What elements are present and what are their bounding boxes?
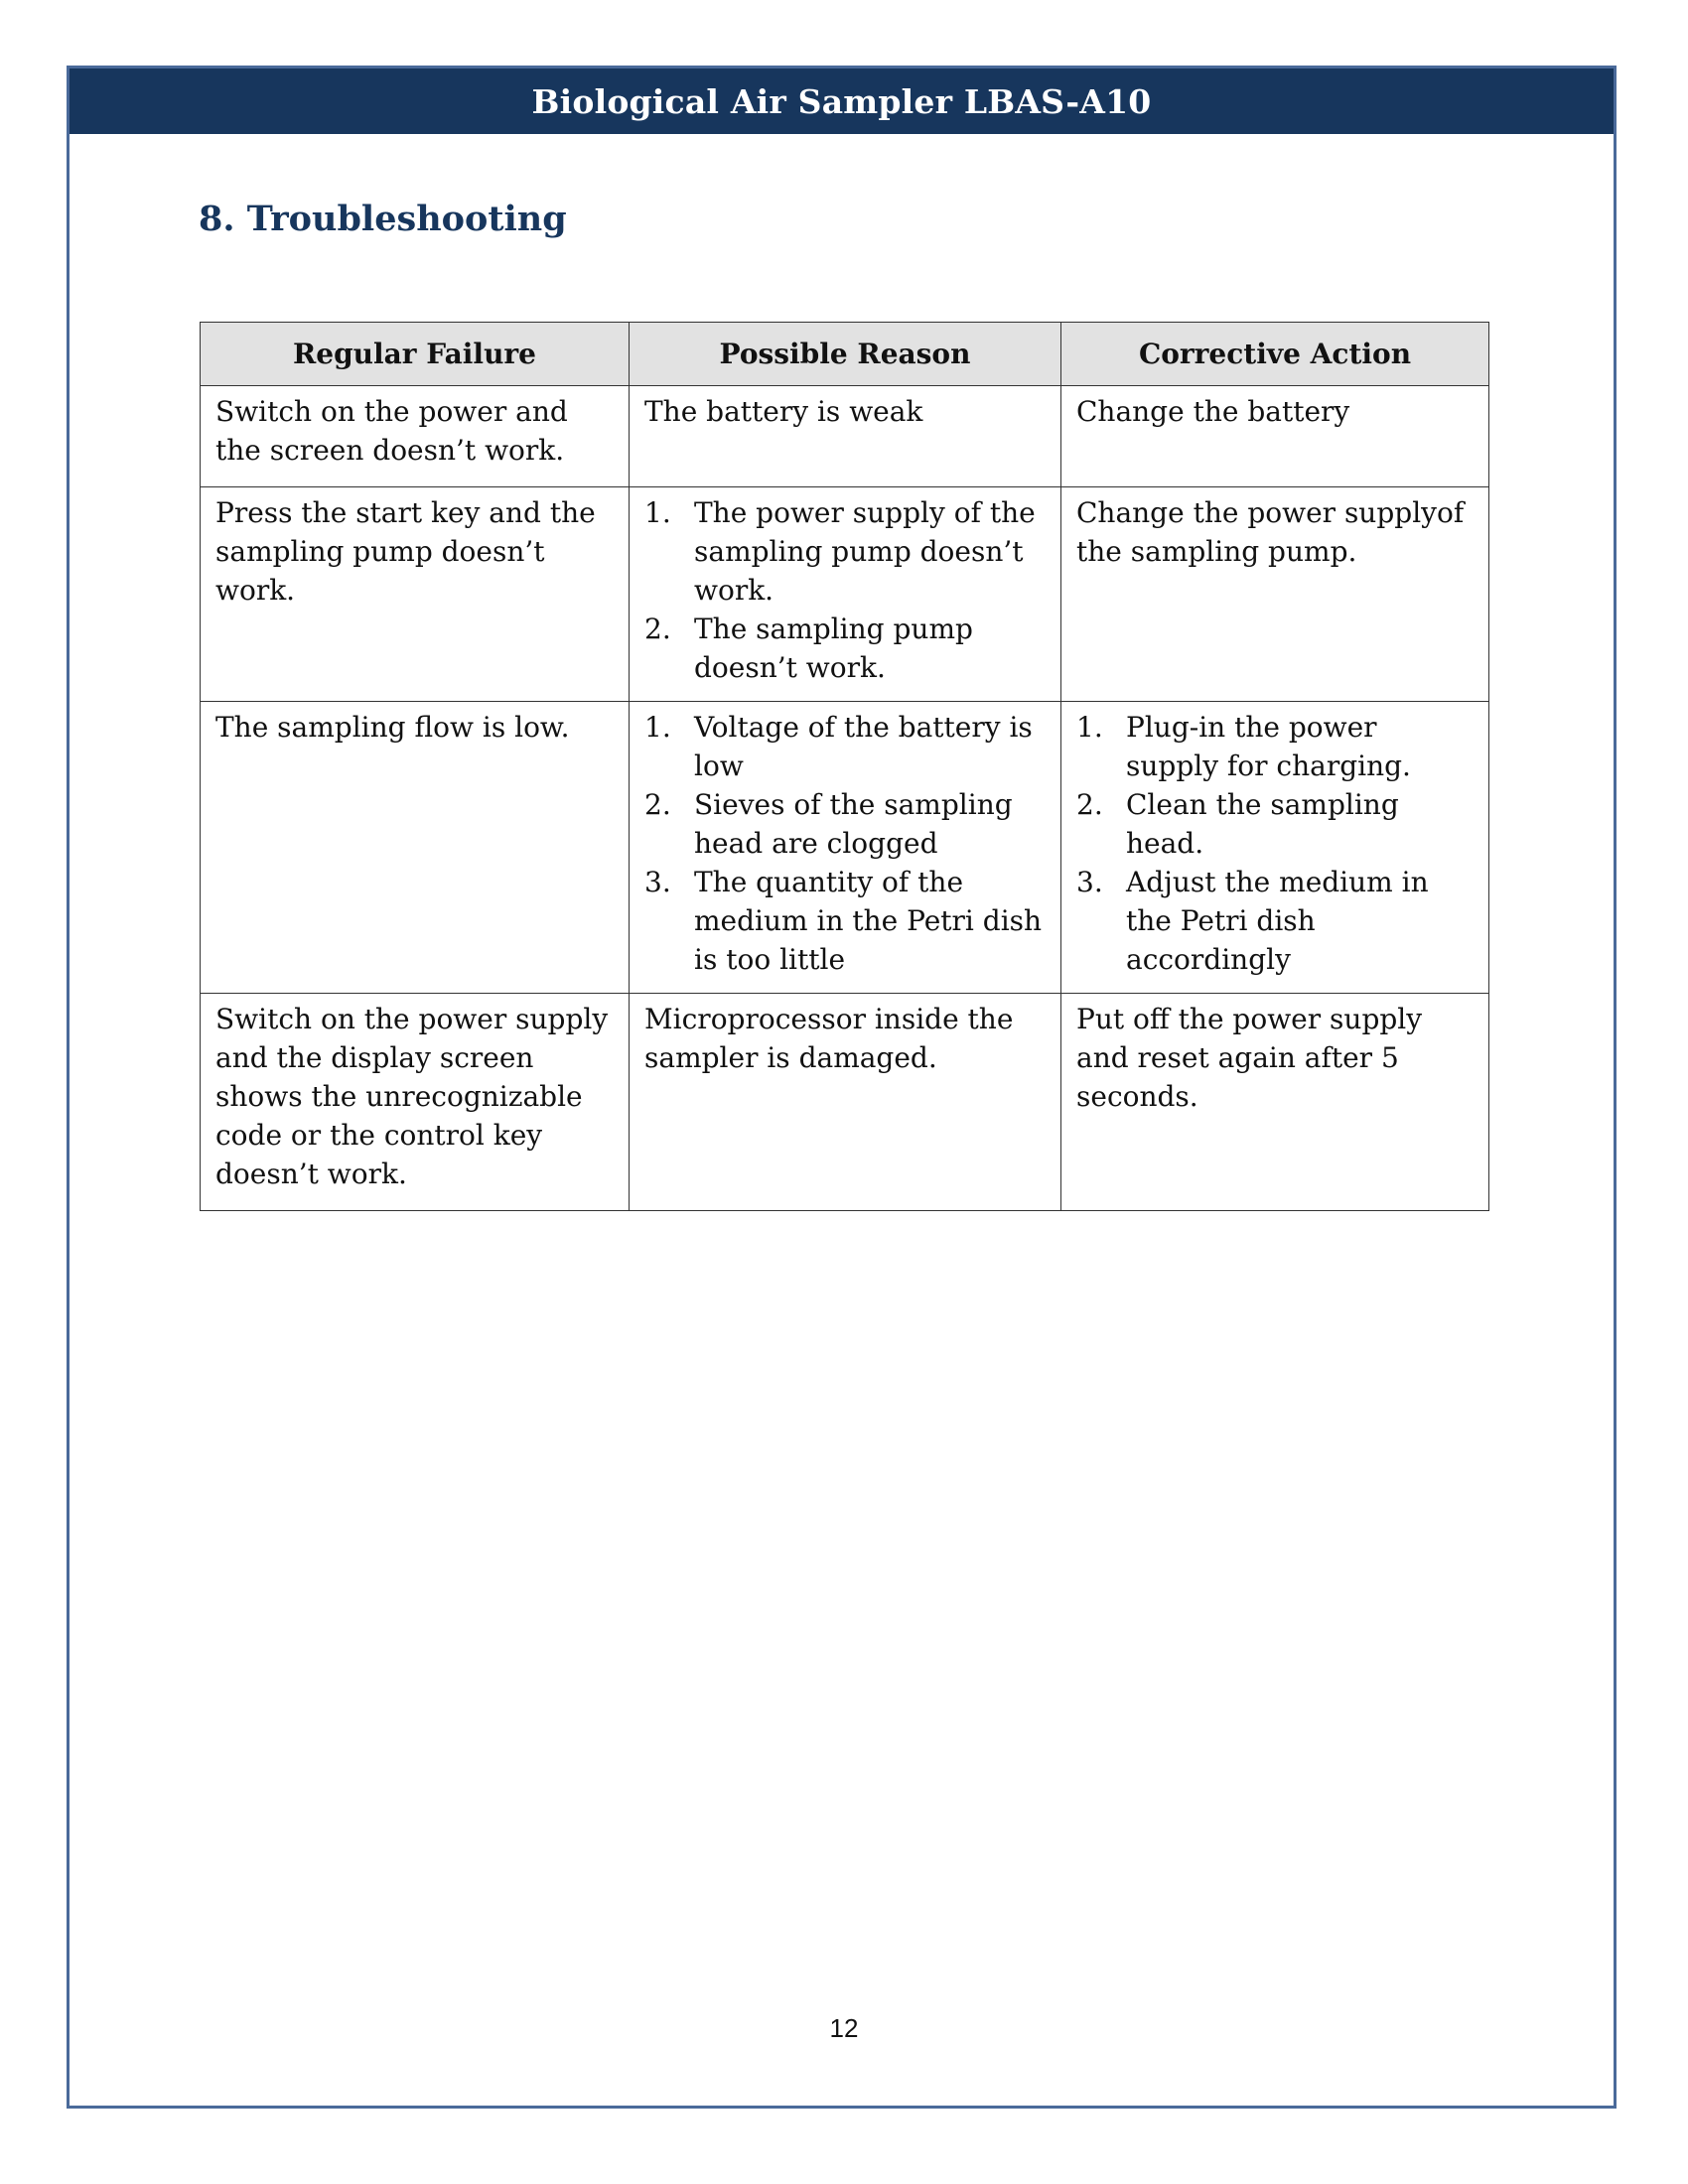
failure-cell: Switch on the power and the screen doesn’t work. <box>201 386 630 487</box>
page-number: 12 <box>829 2013 859 2043</box>
list-text: The sampling pump doesn’t work. <box>694 613 973 684</box>
list-item <box>644 863 1046 979</box>
list-number: 1. <box>644 711 671 744</box>
table-row <box>201 994 1489 1211</box>
table-row <box>201 487 1489 702</box>
list-item <box>1076 708 1474 785</box>
list-item <box>644 610 1046 687</box>
list-item <box>644 493 1046 610</box>
list-number: 3. <box>644 866 671 898</box>
action-cell <box>1061 702 1489 994</box>
list-number: 1. <box>1076 711 1103 744</box>
table-row <box>201 386 1489 487</box>
header-possible-reason: Possible Reason <box>630 323 1061 386</box>
document-title: Biological Air Sampler LBAS-A10 <box>531 81 1152 121</box>
action-list <box>1076 708 1474 979</box>
list-number: 2. <box>644 788 671 821</box>
list-number: 3. <box>1076 866 1103 898</box>
list-item <box>1076 863 1474 979</box>
reason-list <box>644 493 1046 687</box>
list-item <box>1076 785 1474 863</box>
table-header-row <box>201 323 1489 386</box>
section-heading: 8. Troubleshooting <box>199 199 567 239</box>
list-text: The quantity of the medium in the Petri dish is too little <box>694 866 1043 976</box>
action-cell: Change the battery <box>1061 386 1489 487</box>
reason-cell: Microprocessor inside the sampler is damaged. <box>630 994 1061 1211</box>
action-cell: Put off the power supply and reset again after 5 seconds. <box>1061 994 1489 1211</box>
list-item <box>644 708 1046 785</box>
list-text: Sieves of the sampling head are clogged <box>694 788 1013 860</box>
list-text: Adjust the medium in the Petri dish accordingly <box>1126 866 1429 976</box>
list-item <box>644 785 1046 863</box>
troubleshooting-table <box>200 322 1489 1211</box>
list-text: Voltage of the battery is low <box>694 711 1033 782</box>
header-bar <box>70 68 1614 134</box>
header-regular-failure: Regular Failure <box>201 323 630 386</box>
reason-list <box>644 708 1046 979</box>
list-text: The power supply of the sampling pump doesn’t work. <box>694 496 1036 607</box>
table-row <box>201 702 1489 994</box>
failure-cell: The sampling flow is low. <box>201 702 630 994</box>
failure-cell: Press the start key and the sampling pump doesn’t work. <box>201 487 630 702</box>
list-number: 1. <box>644 496 671 529</box>
list-number: 2. <box>1076 788 1103 821</box>
reason-cell: The battery is weak <box>630 386 1061 487</box>
list-text: Plug-in the power supply for charging. <box>1126 711 1411 782</box>
failure-cell: Switch on the power supply and the display screen shows the unrecognizable code or the control key doesn’t work. <box>201 994 630 1211</box>
list-text: Clean the sampling head. <box>1126 788 1399 860</box>
reason-cell <box>630 702 1061 994</box>
list-number: 2. <box>644 613 671 645</box>
action-cell: Change the power supplyof the sampling pump. <box>1061 487 1489 702</box>
header-corrective-action: Corrective Action <box>1061 323 1489 386</box>
reason-cell <box>630 487 1061 702</box>
